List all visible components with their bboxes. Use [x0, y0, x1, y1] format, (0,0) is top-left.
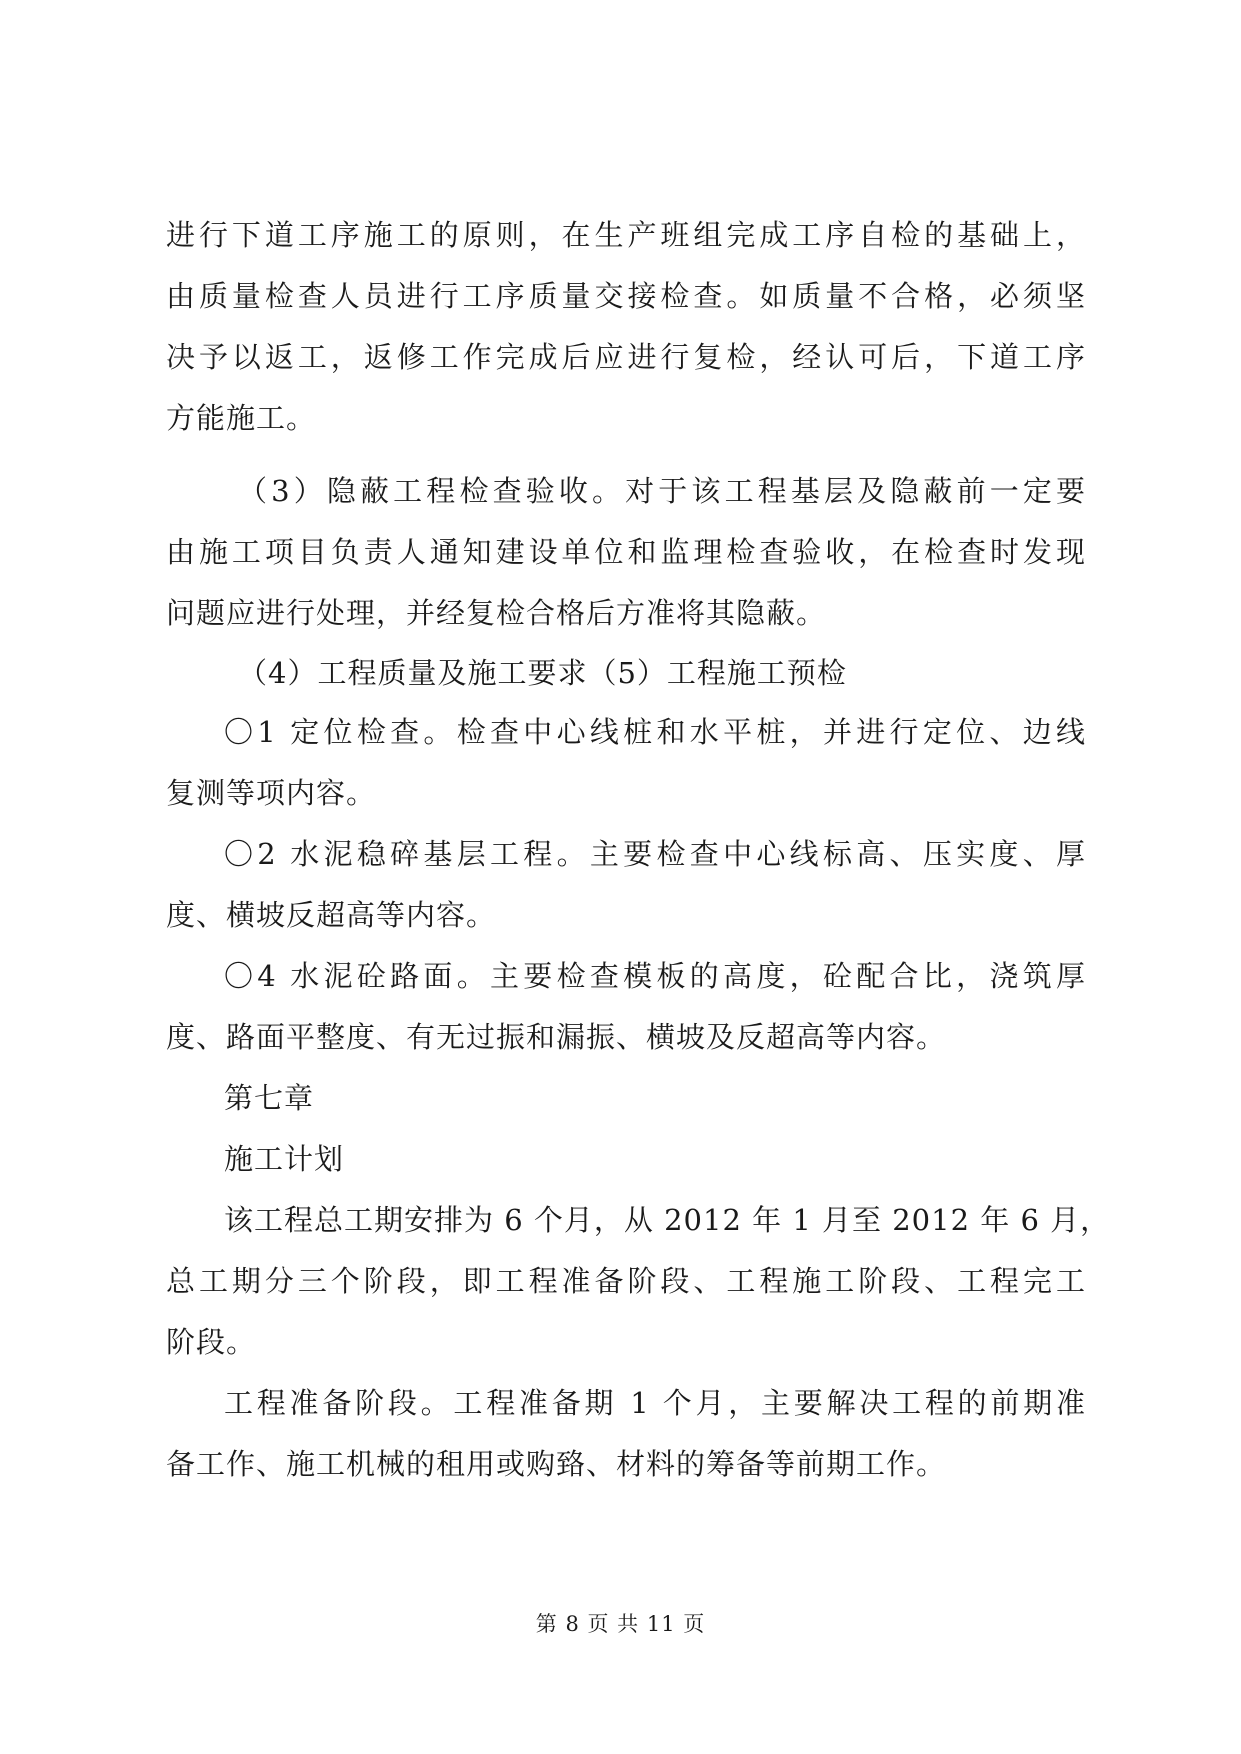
paragraph-hidden-works-inspection	[166, 461, 1086, 644]
text-line: 由质量检查人员进行工序质量交接检查。如质量不合格，必须坚	[166, 279, 1086, 313]
paragraph-schedule-overview	[166, 1190, 1111, 1373]
text-line: 〇2 水泥稳碎基层工程。主要检查中心线标高、压实度、厚	[224, 837, 1086, 871]
text-line: 复测等项内容。	[166, 776, 377, 810]
text-line: 阶段。	[166, 1325, 257, 1359]
text-line: 度、路面平整度、有无过振和漏振、横坡及反超高等内容。	[166, 1020, 947, 1054]
text-line: 决予以返工，返修工作完成后应进行复检，经认可后，下道工序	[166, 340, 1086, 374]
page-number-footer: 第 8 页 共 11 页	[535, 1612, 706, 1636]
text-line: 度、横坡反超高等内容。	[166, 898, 497, 932]
chapter-title	[166, 1129, 1086, 1190]
paragraph-base-layer-check	[166, 824, 1086, 946]
paragraph-pavement-check	[166, 946, 1086, 1068]
chapter-heading	[166, 1068, 1086, 1129]
chapter-number: 第七章	[224, 1081, 315, 1115]
text-line: （3）隐蔽工程检查验收。对于该工程基层及隐蔽前一定要	[238, 474, 1086, 508]
text-line: （4）工程质量及施工要求（5）工程施工预检	[238, 656, 847, 690]
text-line: 问题应进行处理，并经复检合格后方准将其隐蔽。	[166, 596, 827, 630]
document-body	[166, 205, 1111, 1495]
text-line: 工程准备阶段。工程准备期 1 个月，主要解决工程的前期准	[224, 1386, 1086, 1420]
paragraph-process-handover	[166, 205, 1086, 449]
text-line: 该工程总工期安排为 6 个月，从 2012 年 1 月至 2012 年 6 月，	[224, 1203, 1111, 1237]
text-line: 〇1 定位检查。检查中心线桩和水平桩，并进行定位、边线	[224, 715, 1086, 749]
section-title: 施工计划	[224, 1142, 345, 1176]
paragraph-quality-requirements	[166, 643, 1086, 704]
text-line: 备工作、施工机械的租用或购臵、材料的筹备等前期工作。	[166, 1447, 947, 1481]
text-line: 总工期分三个阶段，即工程准备阶段、工程施工阶段、工程完工	[166, 1264, 1086, 1298]
text-line: 〇4 水泥砼路面。主要检查模板的高度，砼配合比，浇筑厚	[224, 959, 1086, 993]
paragraph-preparation-stage	[166, 1373, 1086, 1495]
paragraph-positioning-check	[166, 702, 1086, 824]
text-line: 进行下道工序施工的原则，在生产班组完成工序自检的基础上，	[166, 218, 1086, 252]
text-line: 方能施工。	[166, 401, 317, 435]
text-line: 由施工项目负责人通知建设单位和监理检查验收，在检查时发现	[166, 535, 1086, 569]
